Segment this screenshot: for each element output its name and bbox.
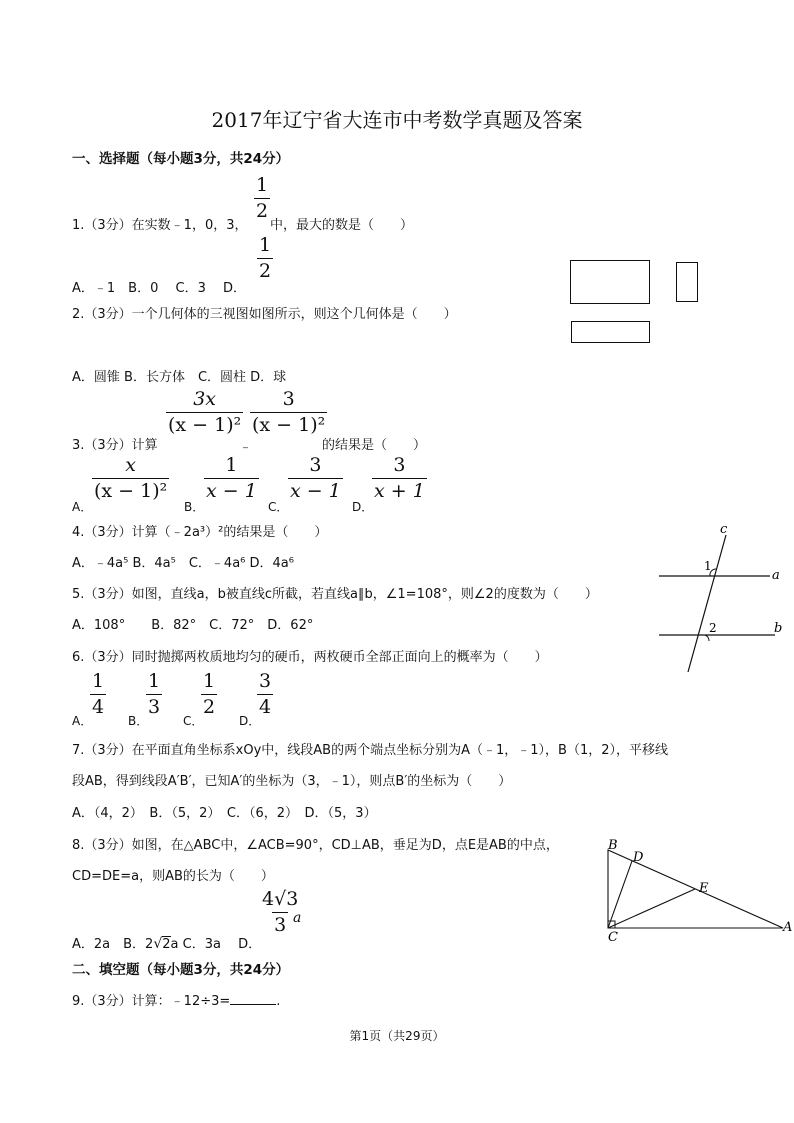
q3-fraction-1-numerator: 3x [193,388,217,410]
segment-cd [608,861,632,928]
sqrt-symbol: √ [153,936,163,952]
q3-option-a-label: A． [72,500,93,514]
q3-option-a-denominator: (x − 1)² [94,480,168,502]
label-angle-2: 2 [709,621,717,635]
q9-line [72,990,280,1009]
angle-2-arc [705,635,709,641]
q6-option-d-fraction [257,672,273,717]
q8-options-part-a: A．2a B．2 [72,937,154,952]
q6-option-a-denominator: 4 [92,696,105,718]
q9-answer-blank[interactable] [230,992,276,1005]
q3-fraction-2-numerator: 3 [282,388,295,410]
q7-options: A．（4，2） B．（5，2） C．（6，2） D．（5，3） [72,806,377,821]
q6-option-d-numerator: 3 [259,670,272,692]
label-b: b [774,621,783,636]
q3-fraction-2 [250,390,327,435]
q8-option-d-numerator: 4√3 [262,888,299,910]
q8-triangle-figure [598,832,794,947]
q6-option-a-fraction [90,672,106,717]
q6-option-c-numerator: 1 [203,670,216,692]
q1-stem-b: 中，最大的数是（ ） [270,218,414,233]
q3-option-d-label: D． [352,500,374,514]
q8-options-part-b: a C．3a D． [170,937,262,952]
section-2-heading: 二、填空题（每小题3分，共24分） [72,962,290,978]
q4-options: A．﹣4a⁵ B．4a⁵ C．﹣4a⁶ D．4a⁶ [72,556,294,571]
section-1-heading: 一、选择题（每小题3分，共24分） [72,151,290,167]
label-E: E [699,881,709,896]
q3-option-a-numerator: x [125,454,136,476]
q2-options: A．圆锥 B．长方体 C．圆柱 D．球 [72,370,287,385]
q3-option-d-fraction [372,456,427,501]
q3-option-c-denominator: x − 1 [290,480,341,502]
q6-option-c-denominator: 2 [203,696,216,718]
q6-option-b-fraction [146,672,162,717]
q6-option-b-label: B． [128,714,149,728]
q1-fraction [254,176,270,221]
q3-option-b-numerator: 1 [225,454,238,476]
page-footer: 第1页（共29页） [349,1029,445,1043]
q1-option-d-denominator: 2 [259,260,272,282]
side-view-rect [677,263,698,302]
q7-line-1: 7.（3分）在平面直角坐标系xOy中，线段AB的两个端点坐标分别为A（﹣1，﹣1），B（1，2），平移线 [72,743,669,758]
q3-option-b-fraction [204,456,259,501]
q3-option-b-denominator: x − 1 [206,480,257,502]
q6-option-d-label: D． [239,714,261,728]
top-view-rect [572,322,650,343]
q3-fraction-1 [166,390,243,435]
q3-option-a-fraction [92,456,169,501]
segment-ce [608,889,695,928]
q4-stem: 4.（3分）计算（﹣2a³）²的结果是（ ） [72,525,328,540]
q8-sqrt-radicand: 2 [162,937,171,952]
q6-option-c-label: C． [183,714,204,728]
q8-line-2: CD=DE=a，则AB的长为（ ） [72,869,274,884]
q8-line-1: 8.（3分）如图，在△ABC中，∠ACB=90°，CD⊥AB，垂足为D，点E是AB的中点， [72,838,559,853]
q8-options [72,933,261,952]
q3-option-d-denominator: x + 1 [374,480,425,502]
label-a: a [772,568,780,583]
document-title: 2017年辽宁省大连市中考数学真题及答案 [211,108,583,132]
q7-line-2: 段AB，得到线段A′B′，已知A′的坐标为（3，﹣1），则点B′的坐标为（ ） [72,774,512,789]
q6-option-a-numerator: 1 [92,670,105,692]
q5-options: A．108° B．82° C．72° D．62° [72,618,314,633]
q6-stem: 6.（3分）同时抛掷两枚质地均匀的硬币，两枚硬币全部正面向上的概率为（ ） [72,650,548,665]
label-A: A [783,920,793,935]
q1-options: A．﹣1 B．0 C．3 D． [72,281,246,296]
q3-option-c-label: C． [268,500,289,514]
q2-three-views-figure [565,255,710,350]
q3-option-d-numerator: 3 [393,454,406,476]
label-D: D [633,850,644,865]
q1-option-d-fraction [257,236,273,281]
label-B: B [608,838,618,853]
q3-stem-a: 3.（3分）计算 [72,438,158,453]
q3-option-c-numerator: 3 [309,454,322,476]
q9-stem: 9.（3分）计算：﹣12÷3= [72,994,231,1009]
q3-option-c-fraction [288,456,343,501]
q5-parallel-lines-figure [650,520,790,680]
q3-fraction-2-denominator: (x − 1)² [252,414,326,436]
q8-option-d-denominator: 3 [274,914,287,936]
q6-option-b-numerator: 1 [148,670,161,692]
q6-option-d-denominator: 4 [259,696,272,718]
front-view-rect [571,261,650,304]
q1-option-d-numerator: 1 [259,234,272,256]
q2-stem: 2.（3分）一个几何体的三视图如图所示，则这个几何体是（ ） [72,307,457,322]
q3-stem-b: 的结果是（ ） [322,438,427,453]
q3-fraction-1-denominator: (x − 1)² [168,414,242,436]
q1-fraction-numerator: 1 [256,174,269,196]
q3-minus: ﹣ [239,440,253,455]
label-angle-1: 1 [704,559,712,573]
q8-option-d-variable: a [293,910,302,926]
label-c: c [720,522,728,537]
line-c [688,535,726,672]
q3-option-b-label: B． [184,500,205,514]
q9-end: . [276,994,281,1009]
q6-option-c-fraction [201,672,217,717]
q6-option-a-label: A． [72,714,93,728]
q1-fraction-denominator: 2 [256,200,269,222]
q1-stem-a: 1.（3分）在实数﹣1，0，3， [72,218,248,233]
q5-stem: 5.（3分）如图，直线a，b被直线c所截，若直线a∥b，∠1=108°，则∠2的度数为（ ） [72,587,598,602]
label-C: C [608,930,618,945]
q6-option-b-denominator: 3 [148,696,161,718]
